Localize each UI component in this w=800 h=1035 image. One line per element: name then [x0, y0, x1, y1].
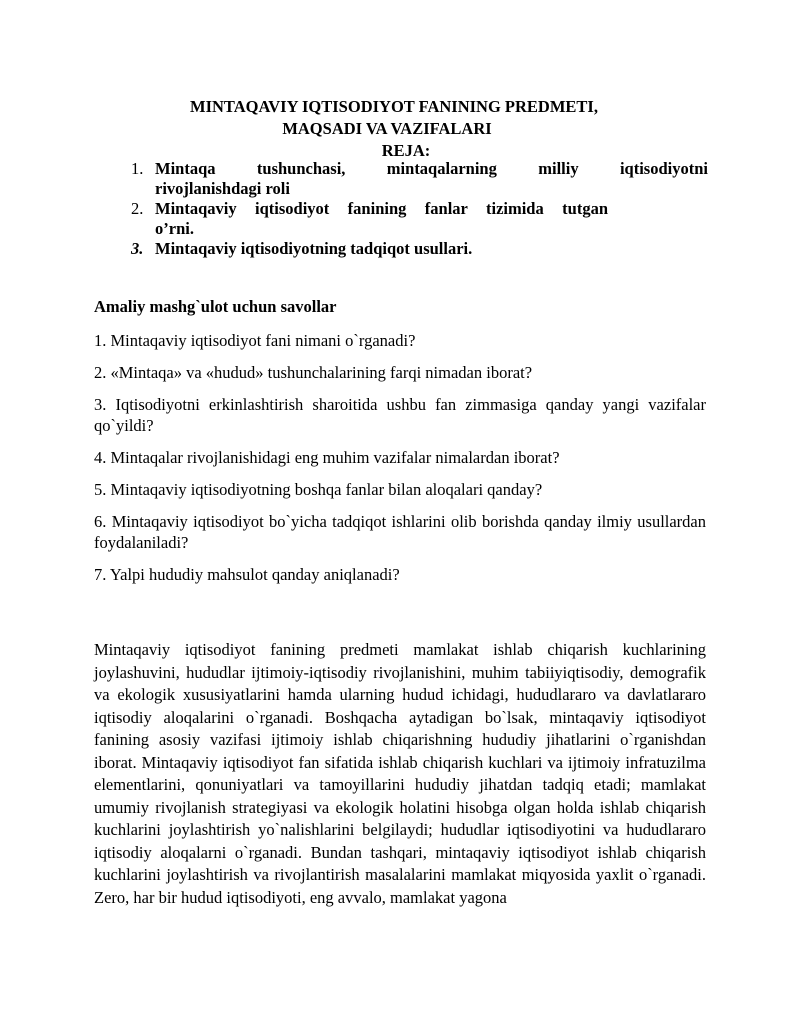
plan-item: [131, 239, 708, 259]
body-paragraph: Mintaqaviy iqtisodiyot fanining predmeti mamlakat ishlab chiqarish kuchlarining joylashuvini, hududlar ijtimoiy-iqtisodiy rivojlanishini, muhim tabiiyiqtisodiy, demografik va ekologik xususiyatlarini hamda ularning hudud ichidagi, hududlararo va davlatlararo iqtisodiy aloqalarini o`rganadi. Boshqacha aytadigan bo`lsak, mintaqaviy iqtisodiyot fanining asosiy vazifasi ijtimoiy ishlab chiqarishning hududiy jihatlarini o`rganishdan iborat. Mintaqaviy iqtisodiyot fan sifatida ishlab chiqarish kuchlari va ijtimoiy infratuzilma elementlarini, qonuniyatlari va tamoyillarini hududiy jihatdan tadqiq etadi; mamlakat umumiy rivojlanish strategiyasi va ekologik holatini hisobga olgan holda ishlab chiqarish kuchlarini joylashtirish yo`nalishlarini belgilaydi; hududlar iqtisodiyotini va hududlararo iqtisodiy aloqalarni o`rganadi. Bundan tashqari, mintaqaviy iqtisodiyot ishlab chiqarish kuchlarini joylashtirish va rivojlantirish masalalarini mamlakat miqyosida yaxlit o`rganadi. Zero, har bir hudud iqtisodiyoti, eng avvalo, mamlakat yagona: [94, 640, 706, 907]
plan-item-text: Mintaqaviy iqtisodiyot fanining fanlar tizimida tutgan: [155, 199, 608, 218]
question-item: 2. «Mintaqa» va «hudud» tushunchalarining farqi nimadan iborat?: [94, 363, 533, 382]
title-line-2: MAQSADI VA VAZIFALARI: [282, 119, 492, 138]
plan-list: [131, 159, 708, 259]
title-line-1: MINTAQAVIY IQTISODIYOT FANINING PREDMETI,: [190, 97, 598, 116]
plan-item-text-continued: rivojlanishdagi roli: [155, 179, 290, 198]
plan-item-text: Mintaqaviy iqtisodiyotning tadqiqot usullari.: [155, 239, 473, 258]
plan-item: [131, 199, 608, 239]
question-item: 5. Mintaqaviy iqtisodiyotning boshqa fanlar bilan aloqalari qanday?: [94, 480, 543, 499]
document-title: [94, 96, 706, 162]
question-item: 6. Mintaqaviy iqtisodiyot bo`yicha tadqiqot ishlarini olib borishda qanday ilmiy usullardan foydalaniladi?: [94, 512, 706, 552]
question-item: 4. Mintaqalar rivojlanishidagi eng muhim vazifalar nimalardan iborat?: [94, 448, 560, 467]
plan-item-number: 3.: [131, 239, 144, 258]
plan-heading: REJA:: [381, 141, 431, 160]
question-item: 3. Iqtisodiyotni erkinlashtirish sharoitida ushbu fan zimmasiga qanday yangi vazifalar qo`yildi?: [94, 395, 706, 435]
questions-heading: Amaliy mashg`ulot uchun savollar: [94, 297, 337, 316]
plan-item-number: 2.: [131, 199, 144, 218]
plan-item-number: 1.: [131, 159, 144, 178]
plan-item: [131, 159, 708, 199]
plan-item-text-continued: o’rni.: [155, 219, 194, 238]
plan-item-text: Mintaqa tushunchasi, mintaqalarning milliy iqtisodiyotni: [155, 159, 708, 178]
question-item: 1. Mintaqaviy iqtisodiyot fani nimani o`rganadi?: [94, 331, 416, 350]
question-item: 7. Yalpi hududiy mahsulot qanday aniqlanadi?: [94, 565, 400, 584]
questions-section: [94, 296, 706, 596]
